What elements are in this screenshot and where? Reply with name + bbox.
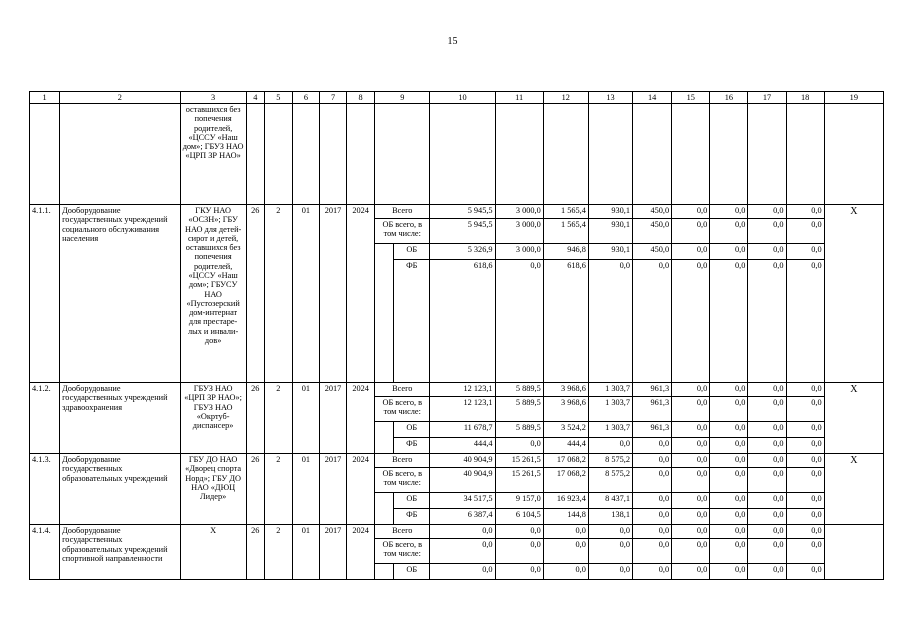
amount-cell: 8 575,2 xyxy=(588,454,632,468)
amount-cell: 0,0 xyxy=(633,564,672,580)
amount-cell: 0,0 xyxy=(710,244,748,260)
indent-cell xyxy=(375,564,394,580)
amount-cell: 8 437,1 xyxy=(588,493,632,509)
amount-cell: 0,0 xyxy=(633,454,672,468)
executor: X xyxy=(180,525,246,580)
cell-empty xyxy=(60,104,180,205)
code-cell: 2 xyxy=(264,205,292,383)
cell-empty xyxy=(633,104,672,205)
amount-cell: 0,0 xyxy=(672,493,710,509)
amount-cell: 961,3 xyxy=(633,383,672,397)
code-cell: 2 xyxy=(264,454,292,525)
amount-cell: 930,1 xyxy=(588,219,632,244)
column-number: 10 xyxy=(430,92,495,104)
column-number: 8 xyxy=(347,92,375,104)
amount-cell: 6 387,4 xyxy=(430,509,495,525)
result-marker: X xyxy=(824,383,883,454)
amount-cell: 0,0 xyxy=(748,525,786,539)
amount-cell: 40 904,9 xyxy=(430,468,495,493)
funding-source-label: ОБ всего, в том числе: xyxy=(375,397,430,422)
cell-empty xyxy=(710,104,748,205)
cell-empty xyxy=(495,104,543,205)
amount-cell: 0,0 xyxy=(710,383,748,397)
amount-cell: 1 565,4 xyxy=(543,205,588,219)
amount-cell: 0,0 xyxy=(786,539,824,564)
amount-cell: 0,0 xyxy=(710,525,748,539)
code-cell: 2024 xyxy=(347,454,375,525)
measure-name: Дооборудование государственных образовательных учреждений спортивной направленности xyxy=(60,525,180,580)
code-cell: 26 xyxy=(246,205,264,383)
amount-cell: 0,0 xyxy=(710,438,748,454)
amount-cell: 0,0 xyxy=(748,219,786,244)
amount-cell: 0,0 xyxy=(786,509,824,525)
column-number: 4 xyxy=(246,92,264,104)
code-cell: 2017 xyxy=(319,383,346,454)
amount-cell: 0,0 xyxy=(710,260,748,383)
amount-cell: 16 923,4 xyxy=(543,493,588,509)
amount-cell: 444,4 xyxy=(430,438,495,454)
executor: ГКУ НАО «ОСЗН»; ГБУ НАО для детей-сирот и детей, оставшихся без попечения родителей, «ЦССУ «Наш дом»; ГБУСУ НАО «Пустозерский дом-интернат для престаре-лых и инвали-дов» xyxy=(180,205,246,383)
cell-empty xyxy=(264,104,292,205)
amount-cell: 0,0 xyxy=(588,539,632,564)
executor: ГБУЗ НАО «ЦРП ЗР НАО»; ГБУЗ НАО «Окртуб-диспансер» xyxy=(180,383,246,454)
amount-cell: 0,0 xyxy=(748,564,786,580)
column-number: 3 xyxy=(180,92,246,104)
cell-empty xyxy=(430,104,495,205)
amount-cell: 5 889,5 xyxy=(495,422,543,438)
amount-cell: 0,0 xyxy=(748,454,786,468)
continued-row xyxy=(30,104,884,205)
amount-cell: 0,0 xyxy=(672,205,710,219)
amount-cell: 17 068,2 xyxy=(543,468,588,493)
funding-source-label: ОБ всего, в том числе: xyxy=(375,219,430,244)
amount-cell: 0,0 xyxy=(672,509,710,525)
row-number: 4.1.3. xyxy=(30,454,60,525)
amount-cell: 0,0 xyxy=(748,205,786,219)
column-number: 5 xyxy=(264,92,292,104)
amount-cell: 12 123,1 xyxy=(430,397,495,422)
amount-cell: 450,0 xyxy=(633,205,672,219)
amount-cell: 0,0 xyxy=(748,260,786,383)
funding-source-label: ФБ xyxy=(394,438,430,454)
amount-cell: 5 326,9 xyxy=(430,244,495,260)
amount-cell: 40 904,9 xyxy=(430,454,495,468)
amount-cell: 0,0 xyxy=(786,205,824,219)
amount-cell: 0,0 xyxy=(672,422,710,438)
cell-empty xyxy=(30,104,60,205)
amount-cell: 450,0 xyxy=(633,244,672,260)
table-row xyxy=(30,383,884,397)
funding-source-label: ОБ xyxy=(394,564,430,580)
amount-cell: 5 945,5 xyxy=(430,205,495,219)
measure-name: Дооборудование государственных образовательных учреждений xyxy=(60,454,180,525)
cell-empty xyxy=(292,104,319,205)
amount-cell: 11 678,7 xyxy=(430,422,495,438)
amount-cell: 0,0 xyxy=(786,438,824,454)
cell-empty xyxy=(347,104,375,205)
amount-cell: 3 000,0 xyxy=(495,205,543,219)
amount-cell: 138,1 xyxy=(588,509,632,525)
amount-cell: 3 968,6 xyxy=(543,383,588,397)
amount-cell: 0,0 xyxy=(588,438,632,454)
amount-cell: 0,0 xyxy=(710,219,748,244)
amount-cell: 0,0 xyxy=(430,564,495,580)
amount-cell: 0,0 xyxy=(786,244,824,260)
amount-cell: 0,0 xyxy=(786,454,824,468)
cell-empty xyxy=(543,104,588,205)
amount-cell: 5 945,5 xyxy=(430,219,495,244)
amount-cell: 3 000,0 xyxy=(495,244,543,260)
cell-empty xyxy=(246,104,264,205)
code-cell: 2017 xyxy=(319,525,346,580)
column-number: 19 xyxy=(824,92,883,104)
column-number: 6 xyxy=(292,92,319,104)
amount-cell: 0,0 xyxy=(672,525,710,539)
amount-cell: 17 068,2 xyxy=(543,454,588,468)
amount-cell: 0,0 xyxy=(672,539,710,564)
cell-empty xyxy=(672,104,710,205)
result-marker: X xyxy=(824,205,883,383)
amount-cell: 5 889,5 xyxy=(495,383,543,397)
funding-source-label: Всего xyxy=(375,383,430,397)
amount-cell: 0,0 xyxy=(710,509,748,525)
amount-cell: 0,0 xyxy=(786,219,824,244)
amount-cell: 0,0 xyxy=(672,383,710,397)
amount-cell: 930,1 xyxy=(588,205,632,219)
amount-cell: 0,0 xyxy=(495,539,543,564)
column-number: 2 xyxy=(60,92,180,104)
amount-cell: 0,0 xyxy=(748,383,786,397)
amount-cell: 0,0 xyxy=(495,260,543,383)
cell-empty xyxy=(319,104,346,205)
amount-cell: 15 261,5 xyxy=(495,468,543,493)
amount-cell: 0,0 xyxy=(672,564,710,580)
funding-source-label: ОБ всего, в том числе: xyxy=(375,539,430,564)
amount-cell: 3 000,0 xyxy=(495,219,543,244)
code-cell: 2 xyxy=(264,383,292,454)
page-number: 15 xyxy=(447,36,458,47)
amount-cell: 0,0 xyxy=(543,539,588,564)
amount-cell: 144,8 xyxy=(543,509,588,525)
amount-cell: 0,0 xyxy=(588,564,632,580)
amount-cell: 8 575,2 xyxy=(588,468,632,493)
amount-cell: 0,0 xyxy=(672,397,710,422)
code-cell: 26 xyxy=(246,383,264,454)
amount-cell: 0,0 xyxy=(710,564,748,580)
amount-cell: 0,0 xyxy=(748,244,786,260)
amount-cell: 0,0 xyxy=(786,260,824,383)
amount-cell: 0,0 xyxy=(786,525,824,539)
amount-cell: 0,0 xyxy=(633,539,672,564)
cell-empty xyxy=(588,104,632,205)
amount-cell: 12 123,1 xyxy=(430,383,495,397)
cell-empty xyxy=(375,104,430,205)
funding-source-label: Всего xyxy=(375,454,430,468)
result-marker xyxy=(824,525,883,580)
amount-cell: 0,0 xyxy=(430,539,495,564)
amount-cell: 1 303,7 xyxy=(588,383,632,397)
funding-source-label: Всего xyxy=(375,525,430,539)
amount-cell: 0,0 xyxy=(748,539,786,564)
column-number: 14 xyxy=(633,92,672,104)
column-number: 1 xyxy=(30,92,60,104)
amount-cell: 15 261,5 xyxy=(495,454,543,468)
funding-source-label: ОБ всего, в том числе: xyxy=(375,468,430,493)
executor: ГБУ ДО НАО «Дворец спорта Норд»; ГБУ ДО НАО «ДЮЦ Лидер» xyxy=(180,454,246,525)
amount-cell: 0,0 xyxy=(633,260,672,383)
column-number: 9 xyxy=(375,92,430,104)
amount-cell: 0,0 xyxy=(672,219,710,244)
amount-cell: 444,4 xyxy=(543,438,588,454)
measure-name: Дооборудование государственных учреждений здравоохранения xyxy=(60,383,180,454)
amount-cell: 0,0 xyxy=(748,438,786,454)
row-number: 4.1.1. xyxy=(30,205,60,383)
code-cell: 2017 xyxy=(319,454,346,525)
column-number: 7 xyxy=(319,92,346,104)
indent-cell xyxy=(375,493,394,525)
amount-cell: 0,0 xyxy=(710,493,748,509)
amount-cell: 9 157,0 xyxy=(495,493,543,509)
amount-cell: 0,0 xyxy=(672,454,710,468)
amount-cell: 0,0 xyxy=(710,539,748,564)
amount-cell: 0,0 xyxy=(748,509,786,525)
amount-cell: 0,0 xyxy=(495,525,543,539)
row-number: 4.1.4. xyxy=(30,525,60,580)
code-cell: 2 xyxy=(264,525,292,580)
column-number: 13 xyxy=(588,92,632,104)
code-cell: 2024 xyxy=(347,525,375,580)
amount-cell: 930,1 xyxy=(588,244,632,260)
column-number: 16 xyxy=(710,92,748,104)
column-number: 11 xyxy=(495,92,543,104)
amount-cell: 0,0 xyxy=(430,525,495,539)
funding-source-label: ОБ xyxy=(394,244,430,260)
amount-cell: 0,0 xyxy=(786,493,824,509)
amount-cell: 0,0 xyxy=(543,564,588,580)
amount-cell: 0,0 xyxy=(710,422,748,438)
amount-cell: 0,0 xyxy=(672,244,710,260)
amount-cell: 0,0 xyxy=(710,468,748,493)
cell-empty xyxy=(824,104,883,205)
code-cell: 01 xyxy=(292,383,319,454)
amount-cell: 0,0 xyxy=(748,468,786,493)
amount-cell: 0,0 xyxy=(710,454,748,468)
amount-cell: 0,0 xyxy=(495,564,543,580)
amount-cell: 0,0 xyxy=(710,397,748,422)
amount-cell: 0,0 xyxy=(588,525,632,539)
amount-cell: 1 303,7 xyxy=(588,397,632,422)
code-cell: 01 xyxy=(292,454,319,525)
amount-cell: 0,0 xyxy=(672,260,710,383)
table-row xyxy=(30,205,884,219)
column-number: 15 xyxy=(672,92,710,104)
amount-cell: 450,0 xyxy=(633,219,672,244)
amount-cell: 0,0 xyxy=(633,525,672,539)
amount-cell: 0,0 xyxy=(633,493,672,509)
measure-name: Дооборудование государственных учреждений социального обслуживания населения xyxy=(60,205,180,383)
amount-cell: 0,0 xyxy=(748,397,786,422)
amount-cell: 0,0 xyxy=(543,525,588,539)
amount-cell: 0,0 xyxy=(748,422,786,438)
amount-cell: 961,3 xyxy=(633,397,672,422)
amount-cell: 0,0 xyxy=(748,493,786,509)
amount-cell: 961,3 xyxy=(633,422,672,438)
result-marker: X xyxy=(824,454,883,525)
amount-cell: 0,0 xyxy=(710,205,748,219)
amount-cell: 0,0 xyxy=(786,468,824,493)
column-number: 18 xyxy=(786,92,824,104)
column-number-row xyxy=(30,92,884,104)
amount-cell: 5 889,5 xyxy=(495,397,543,422)
table-row xyxy=(30,454,884,468)
amount-cell: 0,0 xyxy=(786,564,824,580)
amount-cell: 946,8 xyxy=(543,244,588,260)
budget-table xyxy=(29,91,884,580)
code-cell: 2024 xyxy=(347,383,375,454)
amount-cell: 0,0 xyxy=(633,438,672,454)
funding-source-label: Всего xyxy=(375,205,430,219)
indent-cell xyxy=(375,422,394,454)
amount-cell: 0,0 xyxy=(786,397,824,422)
cell-empty xyxy=(748,104,786,205)
code-cell: 2017 xyxy=(319,205,346,383)
amount-cell: 34 517,5 xyxy=(430,493,495,509)
amount-cell: 0,0 xyxy=(495,438,543,454)
column-number: 12 xyxy=(543,92,588,104)
funding-source-label: ОБ xyxy=(394,493,430,509)
indent-cell xyxy=(375,244,394,383)
amount-cell: 618,6 xyxy=(543,260,588,383)
amount-cell: 618,6 xyxy=(430,260,495,383)
table-row xyxy=(30,525,884,539)
code-cell: 26 xyxy=(246,454,264,525)
code-cell: 01 xyxy=(292,205,319,383)
amount-cell: 3 524,2 xyxy=(543,422,588,438)
code-cell: 2024 xyxy=(347,205,375,383)
column-number: 17 xyxy=(748,92,786,104)
funding-source-label: ОБ xyxy=(394,422,430,438)
amount-cell: 0,0 xyxy=(786,383,824,397)
amount-cell: 0,0 xyxy=(633,468,672,493)
amount-cell: 1 565,4 xyxy=(543,219,588,244)
code-cell: 01 xyxy=(292,525,319,580)
amount-cell: 0,0 xyxy=(588,260,632,383)
amount-cell: 6 104,5 xyxy=(495,509,543,525)
code-cell: 26 xyxy=(246,525,264,580)
row-number: 4.1.2. xyxy=(30,383,60,454)
amount-cell: 0,0 xyxy=(633,509,672,525)
amount-cell: 3 968,6 xyxy=(543,397,588,422)
continued-executor: оставшихся без попечения родителей, «ЦССУ «Наш дом»; ГБУЗ НАО «ЦРП ЗР НАО» xyxy=(180,104,246,205)
amount-cell: 1 303,7 xyxy=(588,422,632,438)
funding-source-label: ФБ xyxy=(394,509,430,525)
amount-cell: 0,0 xyxy=(672,468,710,493)
amount-cell: 0,0 xyxy=(786,422,824,438)
amount-cell: 0,0 xyxy=(672,438,710,454)
cell-empty xyxy=(786,104,824,205)
funding-source-label: ФБ xyxy=(394,260,430,383)
